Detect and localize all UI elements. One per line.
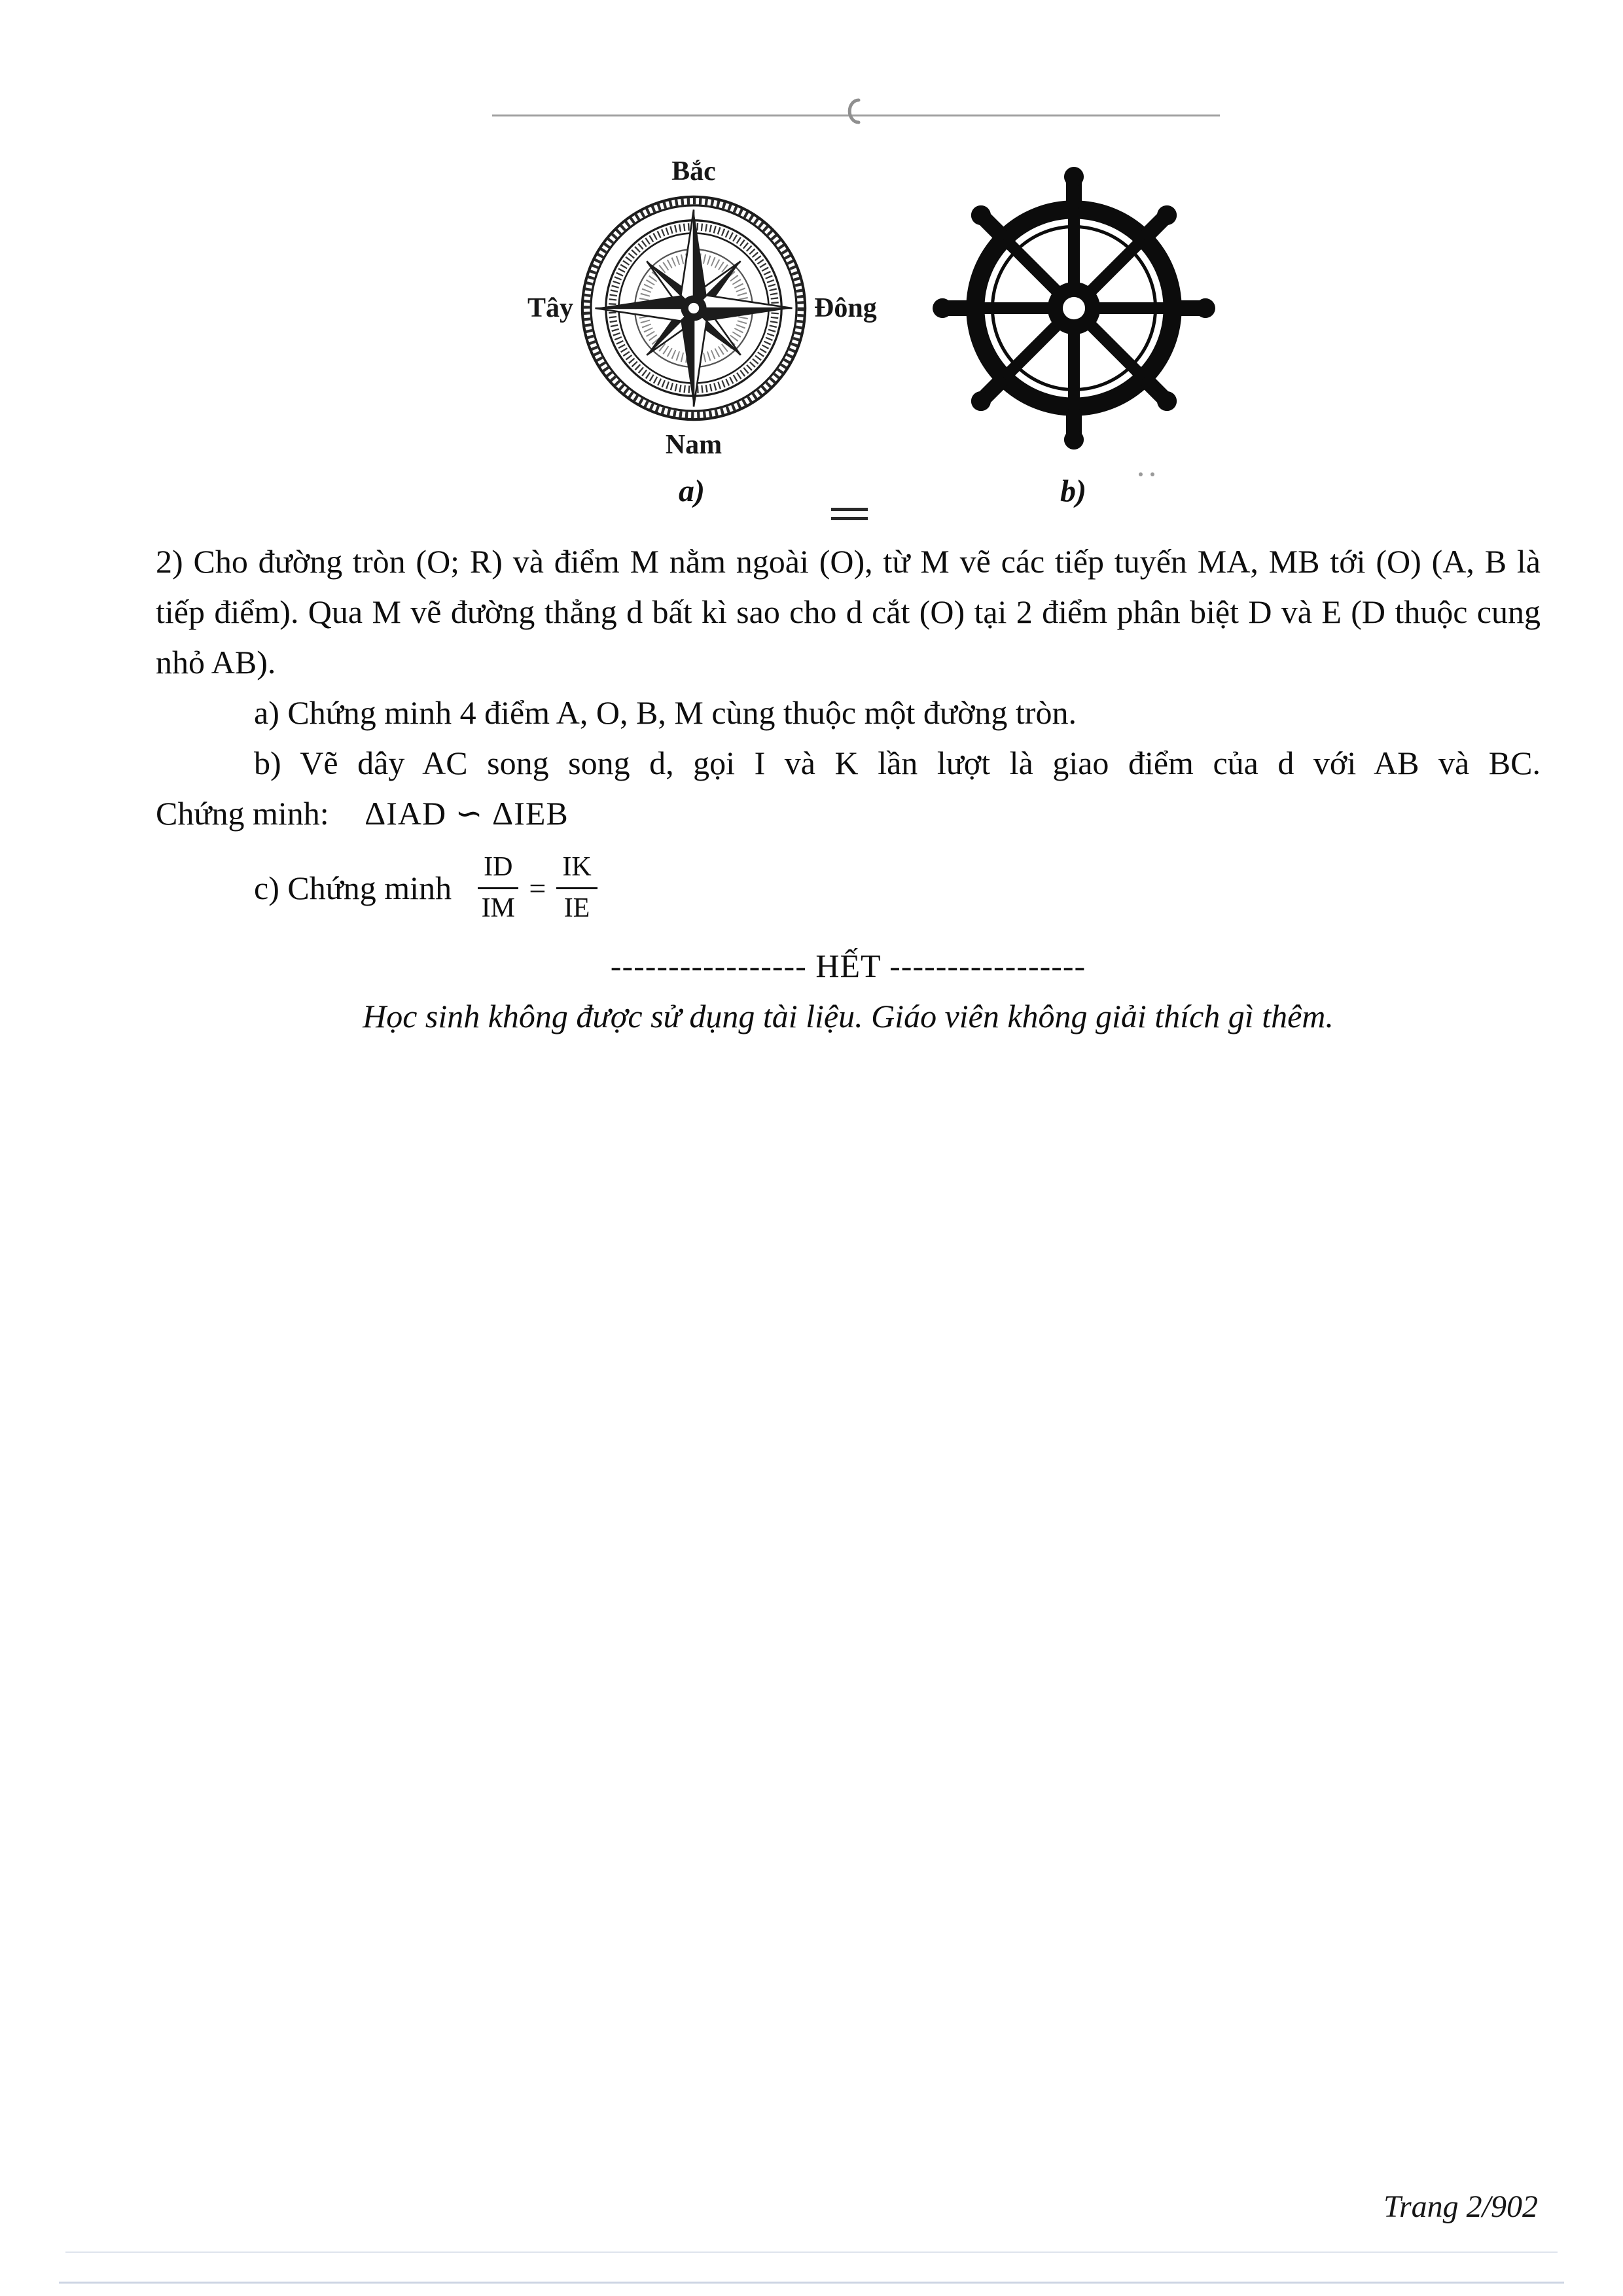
problem-part-a: a) Chứng minh 4 điểm A, O, B, M cùng thuộc một đường tròn.: [254, 694, 1077, 731]
problem-intro: 2) Cho đường tròn (O; R) và điểm M nằm ngoài (O), từ M vẽ các tiếp tuyến MA, MB tới (O) (A, B là tiếp điểm). Qua M vẽ đường thẳng d bất kì sao cho d cắt (O) tại 2 điểm phân biệt D và E (D thuộc cung nhỏ AB).: [156, 543, 1541, 680]
fraction-left: [478, 852, 518, 923]
compass-rose-image: [576, 190, 812, 426]
compass-label-north: Bắc: [671, 156, 716, 186]
page-bottom-rule: [65, 2252, 1558, 2253]
fraction-left-denominator: IM: [481, 892, 515, 923]
problem-part-c: [254, 849, 1541, 927]
prove-label: Chứng minh:: [156, 795, 329, 832]
compass-label-east: Đông: [814, 293, 877, 323]
ship-wheel-figure: [927, 161, 1221, 455]
compass-label-south: Nam: [665, 430, 722, 460]
scan-artifact-curve: [840, 96, 866, 128]
figure-caption-a: a): [679, 474, 705, 508]
compass-label-west: Tây: [527, 293, 573, 323]
equals-sign: =: [529, 871, 546, 905]
fraction-right-denominator: IE: [563, 892, 590, 923]
scan-artifact-equals: [831, 508, 868, 526]
problem-part-b: b) Vẽ dây AC song song d, gọi I và K lần lượt là giao điểm của d với AB và BC.: [254, 745, 1541, 781]
similarity-statement: ΔIAD ∽ ΔIEB: [365, 795, 569, 832]
fraction-left-numerator: ID: [478, 852, 518, 889]
scan-artifact-dots: [1139, 468, 1171, 480]
part-c-prefix: c) Chứng minh: [254, 869, 452, 906]
end-marker: ----------------- HẾT -----------------: [610, 947, 1086, 984]
prove-line: [156, 788, 1541, 839]
figure-block: [492, 115, 1220, 533]
page-bottom-rule-2: [59, 2282, 1564, 2284]
compass-figure: [514, 152, 887, 464]
fraction-right-numerator: IK: [556, 852, 597, 889]
exam-note: Học sinh không được sử dụng tài liệu. Giáo viên không giải thích gì thêm.: [363, 998, 1334, 1034]
ship-wheel-image: [927, 161, 1221, 455]
fraction-right: [556, 852, 597, 923]
figure-caption-b: b): [1060, 474, 1086, 508]
problem-text: [156, 537, 1541, 1042]
page-number: Trang 2/902: [1383, 2189, 1538, 2224]
